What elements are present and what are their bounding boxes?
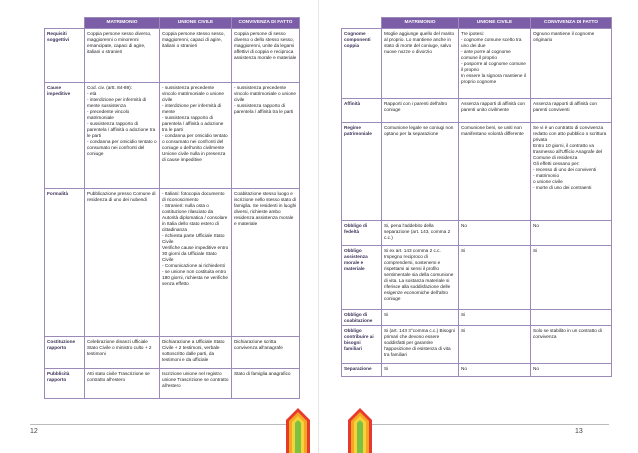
table-cell: No <box>531 221 612 246</box>
table-cell <box>531 310 612 326</box>
header-unione-civile: UNIONE CIVILE <box>459 18 531 29</box>
page-number: 12 <box>30 428 38 435</box>
table-cell: Si <box>382 364 459 377</box>
table-row <box>342 99 612 123</box>
row-label: Obbligo contribuire ai bisogni familiari <box>342 326 382 364</box>
row-label: Obbligo di coabitazione <box>342 310 382 326</box>
table-cell: Si ex art. 143 comma 2 c.c. Impegno reciproco di comprendersi, sostenersi e rispettarsi ai sensi il profilo sentimentale sia della comunione di vita. La sostanza materiale si riferisce alla soddisfazione delle esigenze economiche dell'altro coniuge <box>382 246 459 310</box>
header-blank-cell <box>45 18 85 29</box>
table-row <box>342 364 612 377</box>
header-matrimonio: MATRIMONIO <box>382 18 459 29</box>
comparison-table-right <box>341 17 612 377</box>
table-row <box>45 189 300 337</box>
table-cell: Assenza rapporti di affinità con parenti conviventi <box>531 99 612 123</box>
table-row <box>342 221 612 246</box>
table-row <box>342 123 612 221</box>
row-label: Cause impeditive <box>45 83 85 189</box>
table-cell: Comunione beni, se uniti non manifestano volontà differente <box>459 123 531 221</box>
table-cell: Coppia persone sesso diverso, maggiorenni o minorenni emancipate, capaci di agire, italiani o stranieri <box>85 29 160 83</box>
table-row <box>342 326 612 364</box>
table-cell: Assenza rapporti di affinità con parenti unito civilmente <box>459 99 531 123</box>
table-cell: Rapporti con i parenti dell'altro coniuge <box>382 99 459 123</box>
table-row <box>45 337 300 369</box>
table-row <box>342 29 612 99</box>
table-cell: Si <box>459 310 531 326</box>
footer-divider <box>30 424 290 425</box>
row-label: Obbligo assistenza morale e materiale <box>342 246 382 310</box>
table-cell: Ognuno mantiene il cognome originario <box>531 29 612 99</box>
table-cell: Dichiarazione a Ufficiale Stato Civile + 2 testimoni, verbale sottoscritto dalle parti, da testimoni e da ufficiale <box>160 337 232 369</box>
table-cell: No <box>531 364 612 377</box>
rainbow-house-icon <box>348 408 372 453</box>
header-convivenza: CONVIVENZA DI FATTO <box>531 18 612 29</box>
table-row <box>45 369 300 399</box>
table-row <box>342 310 612 326</box>
table-cell: Si (art. 143 3°comma c.c.) Bisogni primari che devono essere soddisfatti per garantire l'apposizione di esistenza di vita tra familiari <box>382 326 459 364</box>
table-cell: Coppia persone di sesso diverso o dello stesso sesso, maggiorenni, unite da legami affettivi di coppia e reciproca assistenza morale e materiale <box>232 29 300 83</box>
table-cell: - Italiani: fotocopia documento di riconoscimento - Stranieri: nulla osta o costituzione rilasciato da Autorità diplomatica / consolare in Italia dello stato estero di cittadinanza - richiesta parte Ufficiale Stato Civile Verifiche cause impeditive entro 30 giorni da Ufficiale Stato Civile - Comunicazione ai richiedenti - se unione non costituita entro 180 giorni, richiesta ne verifiche senza effetto <box>160 189 232 337</box>
rainbow-house-icon <box>286 408 310 453</box>
table-cell: Si <box>531 246 612 310</box>
header-blank-cell <box>342 18 382 29</box>
row-label: Regime patrimoniale <box>342 123 382 221</box>
table-cell: Si <box>459 246 531 310</box>
table-row <box>45 29 300 83</box>
table-cell: Iscrizione unione nel registro unione Trascrizione se contratto all'estero <box>160 369 232 399</box>
table-header-row <box>342 18 612 29</box>
table-cell: Coppia persone stesso sesso, maggiorenni, capaci di agire, italiani o stranieri <box>160 29 232 83</box>
right-page <box>319 0 638 453</box>
row-label: Obbligo di fedeltà <box>342 221 382 246</box>
row-label: Separazione <box>342 364 382 377</box>
table-cell: - sussistenza precedente vincolo matrimoniale o unione civile - sussistenza rapporto di parentela / affinità tra le parti <box>232 83 300 189</box>
table-cell: Se vi è un contratto di convivenza redatto con atto pubblico o scrittura privata Entro 10 giorni, il contratto va trasmesso all'Ufficio Anagrafe del Comune di residenza Gli effetti cessano per: - recesso di uno dei conviventi - matrimonio o unione civile - morte di uno dei contraenti <box>531 123 612 221</box>
table-cell: No <box>459 364 531 377</box>
header-matrimonio: MATRIMONIO <box>85 18 160 29</box>
table-cell: Comunione legale se coniugi non optano per la separazione <box>382 123 459 221</box>
table-cell: - sussistenza precedente vincolo matrimoniale o unione civile - interdizione per infermità di mente - sussistenza rapporto di parentela / affinità o adozione tra le parti - condanna per omicidio tentato o consumato nei confronti del coniuge o dell'unito civilmente Unione civile nulla in presenza di cause impeditive <box>160 83 232 189</box>
header-unione-civile: UNIONE CIVILE <box>160 18 232 29</box>
row-label: Affinità <box>342 99 382 123</box>
table-cell: Pubblicazione presso Comune di residenza di uno dei nubendi <box>85 189 160 337</box>
table-cell: Celebrazione dinanzi ufficiale Stato Civile o ministro culto + 2 testimoni <box>85 337 160 369</box>
table-cell: Si <box>382 310 459 326</box>
page-number: 13 <box>575 428 583 435</box>
table-cell: No <box>459 221 531 246</box>
row-label: Costituzione rapporto <box>45 337 85 369</box>
table-cell: Tre ipotesi: - cognome comune scelto tra uno dei due - ante porre al cognome comune il proprio - posporre al cognome comune il proprio In essere la signora mantiene il proprio cognome <box>459 29 531 99</box>
footer-divider <box>349 424 609 425</box>
table-header-row <box>45 18 300 29</box>
table-cell: Atti stato civile Trascrizione se contratto all'estero <box>85 369 160 399</box>
row-label: Formalità <box>45 189 85 337</box>
table-cell: Si, pena l'addebito della separazione (art. 143, comma 2 c.c.) <box>382 221 459 246</box>
comparison-table-left <box>44 17 300 399</box>
table-row <box>342 246 612 310</box>
table-row <box>45 83 300 189</box>
table-cell: Si <box>459 326 531 364</box>
header-convivenza: CONVIVENZA DI FATTO <box>232 18 300 29</box>
table-cell: Dichiarazione scritta convivenza all'anagrafe <box>232 337 300 369</box>
row-label: Cognome componenti coppia <box>342 29 382 99</box>
table-cell: Stato di famiglia anagrafico <box>232 369 300 399</box>
row-label: Requisiti soggettivi <box>45 29 85 83</box>
table-cell: Moglie aggiunge quello del marito al proprio. Lo mantiene anche in stato di morte del coniuge, salvo nuove nozze o divorzio <box>382 29 459 99</box>
table-cell: Cod. civ. (artt. 84-89): - età - interdizione per infermità di mente sussistenza - precedente vincolo matrimoniale - sussistenza rapporto di parentela / affinità o adozione tra le parti - condanna per omicidio tentato o consumato nei confronti del coniuge <box>85 83 160 189</box>
table-cell: Coabitazione stesso luogo e iscrizione nello stesso stato di famiglia. Se residenti in luoghi diversi, richieste ambo residenza assistenza morale e materiale <box>232 189 300 337</box>
table-cell: Solo se stabilito in un contratto di convivenza <box>531 326 612 364</box>
row-label: Pubblicità rapporto <box>45 369 85 399</box>
